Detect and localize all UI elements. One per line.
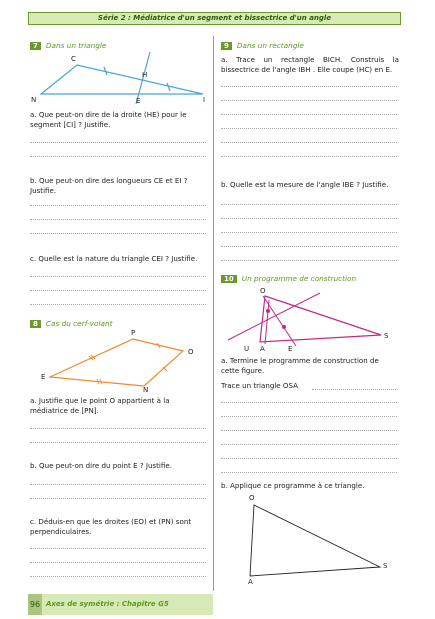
ex9-question-b: b. Quelle est la mesure de l'angle IBE ? Justifie. [221,180,389,189]
triangle-point-o-label: O [249,494,255,502]
kite-point-n-label: N [143,386,149,394]
triangle-point-s-label: S [383,562,388,570]
construction-point-s-label: S [384,332,389,340]
ex10-question-a: a. Termine le programme de construction de cette figure. [221,356,379,375]
ex8-question-c: c. Déduis-en que les droites (EO) et (PN) sont perpendiculaires. [30,517,192,536]
point-c-label: C [71,55,76,63]
page-footer [28,594,213,615]
ex10-program-line-1: Trace un triangle OSA [221,381,298,390]
construction-point-u-label: U [244,345,250,353]
exercise-10-title: 10 Un programme de construction [221,274,356,283]
ex7-question-a: a. Que peut-on dire de la droite (HE) pour le segment [CI] ? Justifie. [30,110,187,129]
kite-point-e-label: E [41,373,46,381]
ex7-question-c: c. Quelle est la nature du triangle CEI ? Justifie. [30,254,198,263]
construction-point-e-label: E [288,345,293,353]
construction-point-a-label: A [260,345,265,353]
point-h-label: H [142,71,148,79]
chapter-title: Axes de symétrie : Chapitre G5 [46,600,169,608]
point-n-label: N [31,96,37,104]
kite-point-p-label: P [131,329,136,337]
exercise-9-title: 9 Dans un rectangle [221,41,304,50]
exercise-8-title: 8 Cas du cerf-volant [30,319,112,328]
series-header: Série 2 : Médiatrice d'un segment et bissectrice d'un angle [28,12,401,25]
ex10-question-b: b. Applique ce programme à ce triangle. [221,481,365,490]
triangle-point-a-label: A [248,578,253,586]
ex9-question-a: a. Trace un rectangle BICH. Construis la bissectrice de l'angle IBH . Elle coupe (HC) en E. [221,55,399,74]
ex8-question-b: b. Que peut-on dire du point E ? Justifie. [30,461,172,470]
ex7-question-b: b. Que peut-on dire des longueurs CE et EI ? Justifie. [30,176,188,195]
construction-point-o-label: O [260,287,266,295]
exercise-7-title: 7 Dans un triangle [30,41,106,50]
kite-point-o-label: O [188,348,194,356]
point-i-label: I [203,96,206,104]
point-e-label: E [136,97,141,105]
page-number: 96 [28,594,42,615]
ex8-question-a: a. Justifie que le point O appartient à la médiatrice de [PN]. [30,396,170,415]
